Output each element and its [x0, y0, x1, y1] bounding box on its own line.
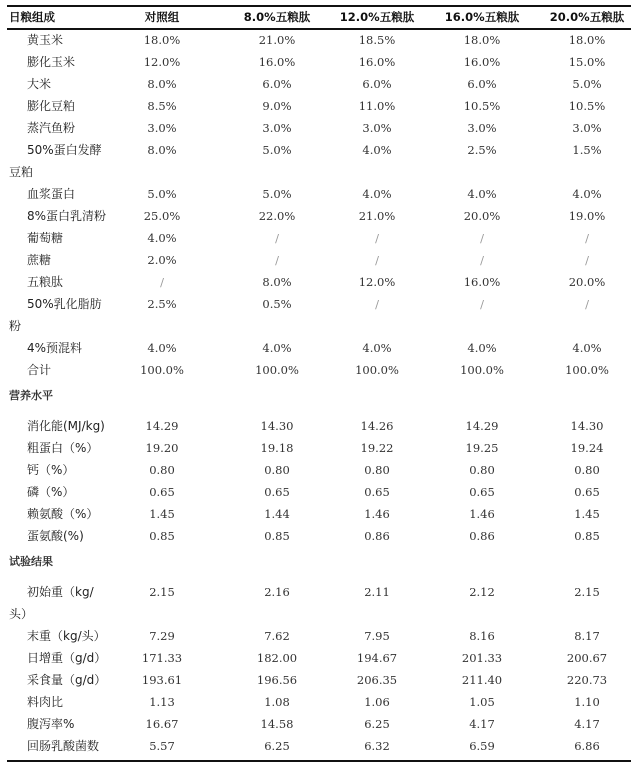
- header-20pct: 20.0%五粮肽: [549, 10, 625, 24]
- cell-value: 182.00: [256, 651, 298, 665]
- cell-value: 4.0%: [467, 187, 497, 201]
- cell-value: 1.05: [469, 695, 495, 709]
- table-row: [7, 691, 631, 713]
- cell-value: 0.5%: [262, 297, 292, 311]
- cell-value: 100.0%: [565, 363, 609, 377]
- cell-value: 220.73: [566, 673, 608, 687]
- cell-value: /: [480, 231, 484, 245]
- row-label: 采食量（g/d）: [27, 673, 107, 687]
- cell-value: 100.0%: [140, 363, 184, 377]
- cell-value: 19.24: [570, 441, 604, 455]
- table-row: [7, 117, 631, 139]
- cell-value: 1.45: [574, 507, 600, 521]
- cell-value: 1.44: [264, 507, 290, 521]
- cell-value: 2.5%: [147, 297, 177, 311]
- cell-value: 10.5%: [463, 99, 501, 113]
- row-label: 回肠乳酸菌数: [27, 739, 100, 753]
- row-label: 大米: [27, 77, 52, 91]
- row-label: 50%蛋白发酵: [27, 143, 102, 157]
- cell-value: 0.80: [364, 463, 390, 477]
- cell-value: 3.0%: [147, 121, 177, 135]
- cell-value: 18.0%: [568, 33, 606, 47]
- cell-value: 193.61: [141, 673, 183, 687]
- header-diet-composition: 日粮组成: [9, 10, 55, 24]
- row-label: 血浆蛋白: [27, 187, 76, 201]
- header-row: [7, 6, 631, 28]
- cell-value: 14.30: [570, 419, 604, 433]
- cell-value: 4.0%: [147, 231, 177, 245]
- cell-value: 4.17: [469, 717, 495, 731]
- cell-value: 16.0%: [463, 275, 501, 289]
- cell-value: 5.0%: [262, 187, 292, 201]
- cell-value: 196.56: [256, 673, 298, 687]
- cell-value: 2.5%: [467, 143, 497, 157]
- cell-value: 8.17: [574, 629, 600, 643]
- cell-value: 4.0%: [572, 187, 602, 201]
- cell-value: 0.85: [149, 529, 175, 543]
- cell-value: 3.0%: [262, 121, 292, 135]
- cell-value: 14.26: [360, 419, 394, 433]
- cell-value: 4.0%: [147, 341, 177, 355]
- cell-value: /: [480, 297, 484, 311]
- row-label: 葡萄糖: [27, 231, 64, 245]
- cell-value: 1.10: [574, 695, 600, 709]
- cell-value: 19.22: [360, 441, 394, 455]
- row-label: 初始重（kg/: [27, 585, 94, 599]
- row-label: 钙（%）: [27, 463, 75, 477]
- row-label: 料肉比: [27, 695, 64, 709]
- cell-value: 0.85: [264, 529, 290, 543]
- row-label: 消化能(MJ/kg): [27, 419, 105, 433]
- cell-value: 21.0%: [258, 33, 296, 47]
- cell-value: 1.06: [364, 695, 390, 709]
- row-label: 磷（%）: [27, 485, 75, 499]
- row-label: 4%预混料: [27, 341, 83, 355]
- cell-value: 4.0%: [467, 341, 497, 355]
- cell-value: 0.80: [264, 463, 290, 477]
- row-label: 蔗糖: [27, 253, 52, 267]
- table-row: [7, 73, 631, 95]
- row-label-continuation: 头）: [9, 607, 34, 621]
- table-row: [7, 139, 631, 161]
- cell-value: 0.86: [364, 529, 390, 543]
- cell-value: 3.0%: [362, 121, 392, 135]
- cell-value: 2.11: [364, 585, 390, 599]
- row-label: 合计: [27, 363, 52, 377]
- table-row: [7, 525, 631, 547]
- cell-value: 6.0%: [362, 77, 392, 91]
- table-row: [7, 713, 631, 735]
- cell-value: 18.0%: [463, 33, 501, 47]
- row-label: 50%乳化脂肪: [27, 297, 102, 311]
- table-row: [7, 271, 631, 293]
- table-row: [7, 227, 631, 249]
- table-row: [7, 95, 631, 117]
- cell-value: 11.0%: [358, 99, 396, 113]
- header-control: 对照组: [144, 10, 180, 24]
- cell-value: 25.0%: [143, 209, 181, 223]
- cell-value: 6.0%: [467, 77, 497, 91]
- cell-value: 8.0%: [147, 77, 177, 91]
- cell-value: 15.0%: [568, 55, 606, 69]
- cell-value: 3.0%: [572, 121, 602, 135]
- cell-value: 14.29: [145, 419, 179, 433]
- cell-value: 0.65: [364, 485, 390, 499]
- cell-value: 4.0%: [572, 341, 602, 355]
- cell-value: 21.0%: [358, 209, 396, 223]
- cell-value: 6.32: [364, 739, 390, 753]
- cell-value: 0.80: [149, 463, 175, 477]
- cell-value: 7.62: [264, 629, 290, 643]
- cell-value: 2.15: [149, 585, 175, 599]
- row-label: 蛋氨酸(%): [27, 529, 84, 543]
- table-row: [7, 437, 631, 459]
- cell-value: 4.0%: [362, 187, 392, 201]
- row-label: 腹泻率%: [27, 717, 75, 731]
- table-row: [7, 205, 631, 227]
- cell-value: 12.0%: [143, 55, 181, 69]
- cell-value: 200.67: [566, 651, 608, 665]
- header-16pct: 16.0%五粮肽: [444, 10, 520, 24]
- cell-value: 19.18: [260, 441, 294, 455]
- row-label: 赖氨酸（%）: [27, 507, 99, 521]
- cell-value: /: [375, 231, 379, 245]
- cell-value: 22.0%: [258, 209, 296, 223]
- cell-value: /: [160, 275, 164, 289]
- table-row: [7, 581, 631, 603]
- cell-value: /: [585, 297, 589, 311]
- table-row: [7, 647, 631, 669]
- row-label: 粗蛋白（%）: [27, 441, 99, 455]
- cell-value: 1.5%: [572, 143, 602, 157]
- cell-value: 0.85: [574, 529, 600, 543]
- cell-value: /: [585, 231, 589, 245]
- cell-value: 100.0%: [355, 363, 399, 377]
- cell-value: 4.17: [574, 717, 600, 731]
- cell-value: /: [585, 253, 589, 267]
- cell-value: 0.65: [469, 485, 495, 499]
- cell-value: 14.58: [260, 717, 294, 731]
- cell-value: 19.0%: [568, 209, 606, 223]
- cell-value: 100.0%: [460, 363, 504, 377]
- cell-value: 0.65: [264, 485, 290, 499]
- cell-value: 7.95: [364, 629, 390, 643]
- cell-value: 5.0%: [262, 143, 292, 157]
- row-label: 蒸汽鱼粉: [27, 121, 76, 135]
- table-row-wrap: [7, 315, 631, 337]
- table-row: [7, 183, 631, 205]
- cell-value: 1.08: [264, 695, 290, 709]
- cell-value: 6.86: [574, 739, 600, 753]
- table-row: [7, 51, 631, 73]
- bottom-rule: [7, 760, 631, 762]
- section-results: [7, 551, 631, 573]
- cell-value: 12.0%: [358, 275, 396, 289]
- cell-value: 16.0%: [258, 55, 296, 69]
- cell-value: /: [275, 231, 279, 245]
- table-row: [7, 669, 631, 691]
- table-row: [7, 337, 631, 359]
- cell-value: 4.0%: [362, 143, 392, 157]
- cell-value: 4.0%: [262, 341, 292, 355]
- cell-value: 20.0%: [568, 275, 606, 289]
- cell-value: 0.80: [574, 463, 600, 477]
- cell-value: 206.35: [356, 673, 398, 687]
- cell-value: 194.67: [356, 651, 398, 665]
- table-row: [7, 459, 631, 481]
- cell-value: 201.33: [461, 651, 503, 665]
- cell-value: 2.15: [574, 585, 600, 599]
- cell-value: 1.46: [364, 507, 390, 521]
- cell-value: 171.33: [141, 651, 183, 665]
- cell-value: 3.0%: [467, 121, 497, 135]
- table-row: [7, 29, 631, 51]
- cell-value: 6.25: [264, 739, 290, 753]
- section-nutrition: [7, 385, 631, 407]
- cell-value: 5.0%: [572, 77, 602, 91]
- cell-value: 16.0%: [358, 55, 396, 69]
- cell-value: 0.65: [574, 485, 600, 499]
- cell-value: 9.0%: [262, 99, 292, 113]
- cell-value: 1.45: [149, 507, 175, 521]
- cell-value: 8.5%: [147, 99, 177, 113]
- section-results-title: 试验结果: [9, 555, 53, 568]
- row-label: 五粮肽: [27, 275, 64, 289]
- table-row: [7, 415, 631, 437]
- cell-value: 10.5%: [568, 99, 606, 113]
- table-row: [7, 481, 631, 503]
- cell-value: /: [375, 297, 379, 311]
- section-nutrition-title: 营养水平: [9, 389, 53, 402]
- cell-value: 5.57: [149, 739, 175, 753]
- cell-value: /: [375, 253, 379, 267]
- table-row: [7, 359, 631, 381]
- table-row: [7, 735, 631, 757]
- row-label: 黄玉米: [27, 33, 64, 47]
- header-12pct: 12.0%五粮肽: [339, 10, 415, 24]
- cell-value: /: [275, 253, 279, 267]
- cell-value: 0.86: [469, 529, 495, 543]
- cell-value: 14.29: [465, 419, 499, 433]
- cell-value: 2.12: [469, 585, 495, 599]
- header-8pct: 8.0%五粮肽: [243, 10, 311, 24]
- cell-value: 5.0%: [147, 187, 177, 201]
- row-label: 末重（kg/头）: [27, 629, 106, 643]
- cell-value: 19.20: [145, 441, 179, 455]
- row-label: 8%蛋白乳清粉: [27, 209, 107, 223]
- cell-value: 4.0%: [362, 341, 392, 355]
- row-label: 膨化玉米: [27, 55, 76, 69]
- cell-value: 2.16: [264, 585, 290, 599]
- cell-value: 6.0%: [262, 77, 292, 91]
- cell-value: 1.13: [149, 695, 175, 709]
- cell-value: 19.25: [465, 441, 499, 455]
- cell-value: 211.40: [461, 673, 503, 687]
- table-row: [7, 293, 631, 315]
- cell-value: 8.0%: [262, 275, 292, 289]
- cell-value: 1.46: [469, 507, 495, 521]
- cell-value: 6.59: [469, 739, 495, 753]
- cell-value: 7.29: [149, 629, 175, 643]
- cell-value: 0.80: [469, 463, 495, 477]
- cell-value: 8.16: [469, 629, 495, 643]
- table-row: [7, 503, 631, 525]
- cell-value: 14.30: [260, 419, 294, 433]
- cell-value: 100.0%: [255, 363, 299, 377]
- cell-value: 2.0%: [147, 253, 177, 267]
- cell-value: 18.0%: [143, 33, 181, 47]
- row-label: 日增重（g/d）: [27, 651, 107, 665]
- table-row: [7, 625, 631, 647]
- cell-value: 20.0%: [463, 209, 501, 223]
- cell-value: 16.67: [145, 717, 179, 731]
- cell-value: 0.65: [149, 485, 175, 499]
- cell-value: 16.0%: [463, 55, 501, 69]
- table-row-wrap: [7, 161, 631, 183]
- row-label-continuation: 粉: [9, 319, 22, 333]
- cell-value: 6.25: [364, 717, 390, 731]
- cell-value: /: [480, 253, 484, 267]
- table-row-wrap: [7, 603, 631, 625]
- cell-value: 8.0%: [147, 143, 177, 157]
- row-label: 膨化豆粕: [27, 99, 76, 113]
- row-label-continuation: 豆粕: [9, 165, 34, 179]
- cell-value: 18.5%: [358, 33, 396, 47]
- table-row: [7, 249, 631, 271]
